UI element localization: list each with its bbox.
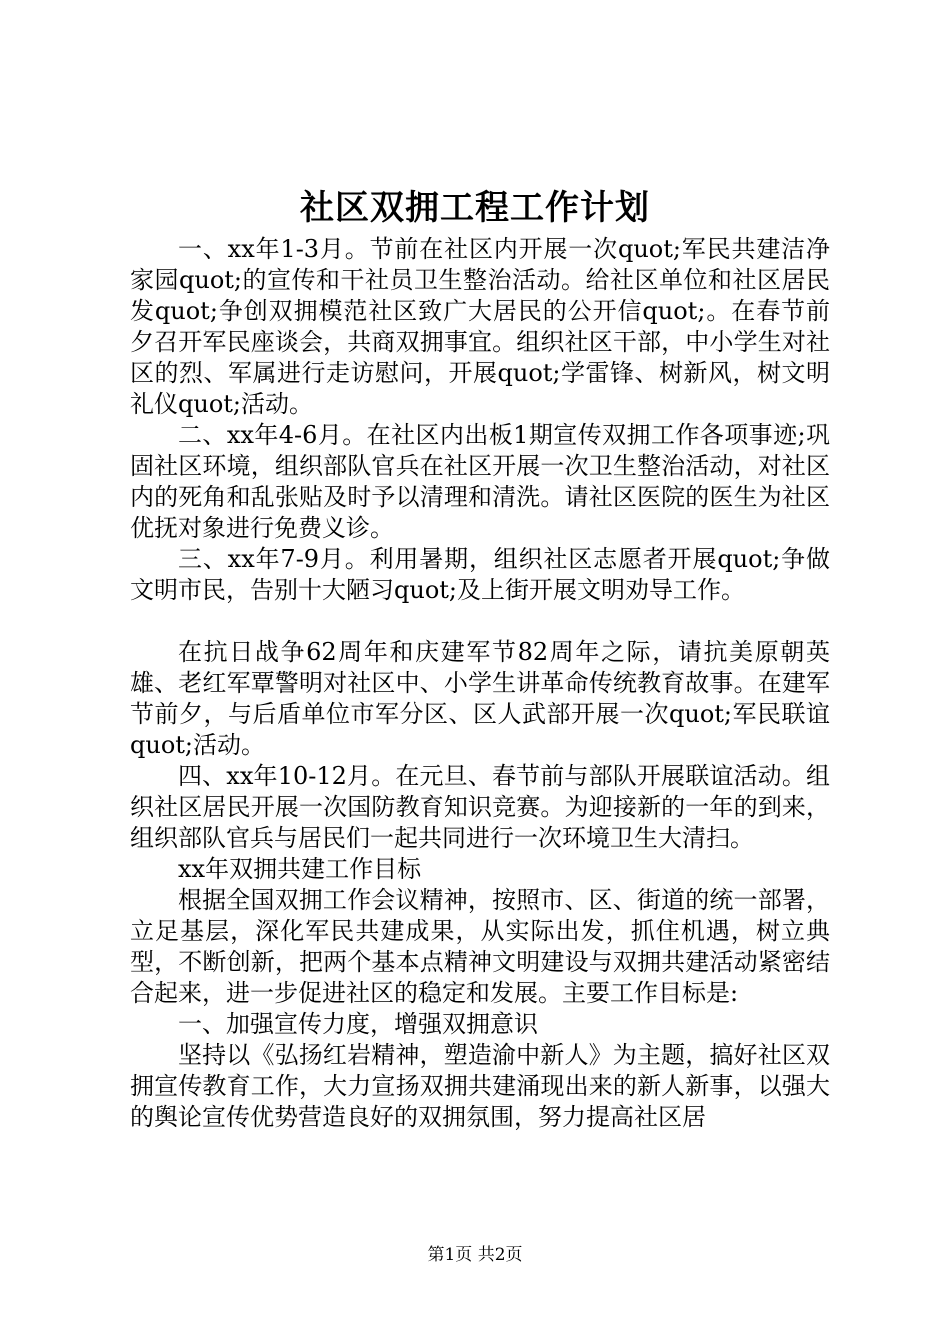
paragraph-q2: 二、xx年4-6月。在社区内出板1期宣传双拥工作各项事迹;巩固社区环境，组织部队官兵在社区开展一次卫生整治活动，对社区内的死角和乱张贴及时予以清理和清洗。请社区医院的医生为社区优抚对象进行免费义诊。 bbox=[130, 421, 830, 542]
paragraph-goals-intro: 根据全国双拥工作会议精神，按照市、区、街道的统一部署，立足基层，深化军民共建成果，从实际出发，抓住机遇，树立典型，不断创新，把两个基本点精神文明建设与双拥共建活动紧密结合起来，进一步促进社区的稳定和发展。主要工作目标是: bbox=[130, 886, 830, 1007]
paragraph-q1: 一、xx年1-3月。节前在社区内开展一次quot;军民共建洁净家园quot;的宣传和干社员卫生整治活动。给社区单位和社区居民发quot;争创双拥模范社区致广大居民的公开信quot;。在春节前夕召开军民座谈会，共商双拥事宜。组织社区干部，中小学生对社区的烈、军属进行走访慰问，开展quot;学雷锋、树新风，树文明礼仪quot;活动。 bbox=[130, 235, 830, 418]
section-heading-publicity: 一、加强宣传力度，增强双拥意识 bbox=[178, 1010, 538, 1038]
page-number-footer: 第1页 共2页 bbox=[427, 1245, 523, 1265]
paragraph-publicity: 坚持以《弘扬红岩精神，塑造渝中新人》为主题，搞好社区双拥宣传教育工作，大力宣扬双拥共建涌现出来的新人新事，以强大的舆论宣传优势营造良好的双拥氛围，努力提高社区居 bbox=[130, 1041, 830, 1131]
section-heading-goals: xx年双拥共建工作目标 bbox=[178, 855, 422, 883]
document-body bbox=[130, 234, 830, 1133]
document-title: 社区双拥工程工作计划 bbox=[300, 188, 650, 228]
paragraph-q3: 三、xx年7-9月。利用暑期，组织社区志愿者开展quot;争做文明市民，告别十大陋习quot;及上街开展文明劝导工作。 bbox=[130, 545, 830, 604]
paragraph-q4: 四、xx年10-12月。在元旦、春节前与部队开展联谊活动。组织社区居民开展一次国防教育知识竞赛。为迎接新的一年的到来，组织部队官兵与居民们一起共同进行一次环境卫生大清扫。 bbox=[130, 762, 830, 852]
paragraph-anniversary: 在抗日战争62周年和庆建军节82周年之际，请抗美原朝英雄、老红军覃警明对社区中、小学生讲革命传统教育故事。在建军节前夕，与后盾单位市军分区、区人武部开展一次quot;军民联谊quot;活动。 bbox=[130, 638, 830, 759]
